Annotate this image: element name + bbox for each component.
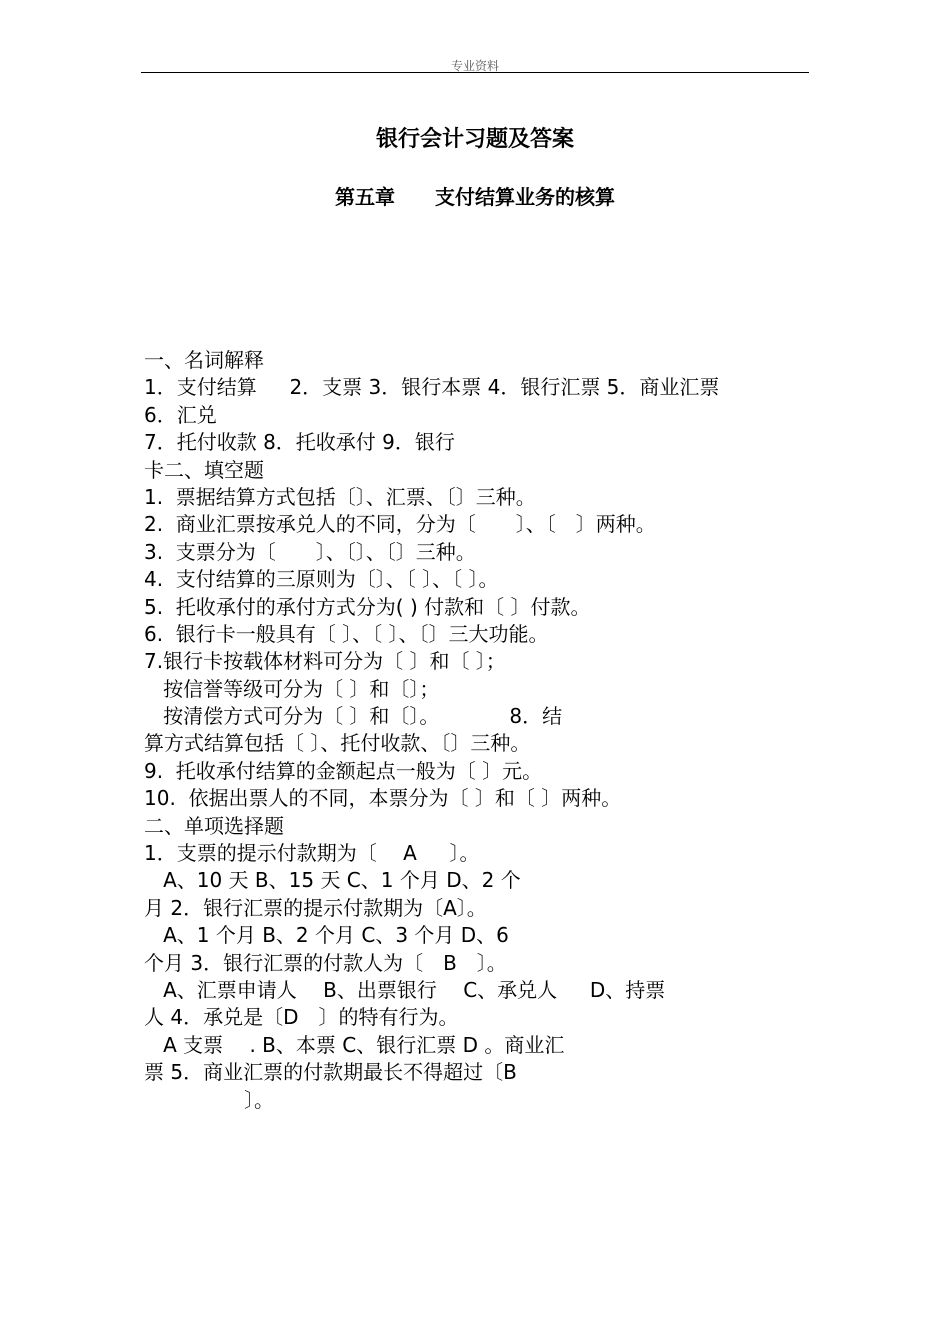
question-line: 月 2．银行汇票的提示付款期为〔A〕。	[144, 895, 487, 920]
text-line: 7．托付收款 8．托收承付 9．银行	[144, 430, 455, 455]
question-line: 10. 依据出票人的不同，本票分为〔 〕和〔 〕两种。	[144, 786, 622, 811]
text-line: 1．支付结算 2．支票 3．银行本票 4．银行汇票 5．商业汇票	[144, 375, 720, 400]
document-body	[144, 347, 824, 1114]
option-line: A 支票 . B、本票 C、银行汇票 D 。商业汇	[144, 1032, 565, 1057]
question-line: 算方式结算包括〔 〕、托付收款、〔〕三种。	[144, 731, 531, 756]
option-line: A、汇票申请人 B、出票银行 C、承兑人 D、持票	[144, 977, 666, 1002]
text-line: 〕。	[144, 1087, 274, 1112]
question-line: 人 4．承兑是〔D 〕的特有行为。	[144, 1005, 459, 1030]
section-heading: 一、名词解释	[144, 348, 264, 372]
question-line: 9. 托收承付结算的金额起点一般为〔 〕元。	[144, 758, 543, 783]
header-divider	[141, 72, 809, 73]
question-line: 2. 商业汇票按承兑人的不同，分为〔 〕、〔 〕两种。	[144, 512, 656, 537]
question-line: 个月 3．银行汇票的付款人为〔 B 〕。	[144, 950, 507, 975]
question-line: 5. 托收承付的承付方式分为( ) 付款和〔 〕付款。	[144, 594, 591, 619]
question-line: 票 5．商业汇票的付款期最长不得超过〔B	[144, 1060, 517, 1085]
question-line: 按清偿方式可分为〔 〕和〔〕。 8．结	[144, 704, 563, 729]
document-title: 银行会计习题及答案	[375, 127, 574, 152]
question-line: 按信誉等级可分为〔 〕和〔〕；	[144, 676, 440, 701]
question-line: 1. 票据结算方式包括〔〕、汇票、〔〕三种。	[144, 484, 536, 509]
question-line: 4. 支付结算的三原则为〔〕、〔 〕、〔 〕。	[144, 567, 499, 592]
page-header-label: 专业资料	[450, 59, 499, 73]
chapter-title: 第五章 支付结算业务的核算	[335, 185, 615, 209]
option-line: A、10 天 B、15 天 C、1 个月 D、2 个	[144, 868, 521, 893]
option-line: A、1 个月 B、2 个月 C、3 个月 D、6	[144, 923, 509, 948]
question-line: 3. 支票分为〔 〕、〔〕、〔〕三种。	[144, 539, 476, 564]
section-heading: 卡二、填空题	[144, 457, 264, 482]
question-line: 1．支票的提示付款期为〔 A 〕。	[144, 841, 480, 866]
question-line: 6. 银行卡一般具有〔 〕、〔 〕、〔〕三大功能。	[144, 621, 549, 646]
section-heading: 二、单项选择题	[144, 813, 284, 838]
text-line: 6．汇兑	[144, 402, 217, 427]
question-line: 7.银行卡按载体材料可分为〔 〕和〔 〕；	[144, 649, 506, 674]
